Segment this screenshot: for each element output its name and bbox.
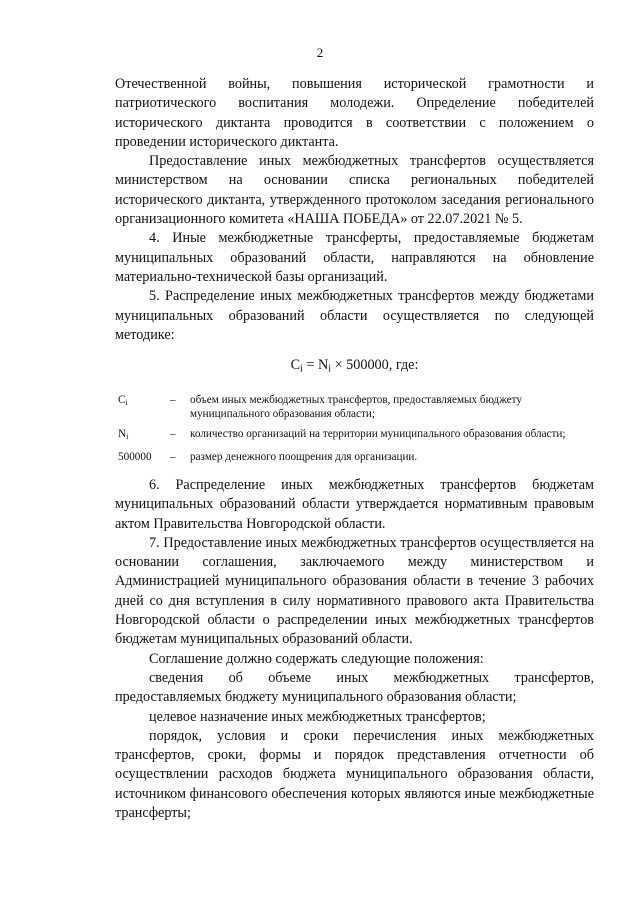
formula-rhs: × 500000, где: [331, 357, 419, 373]
paragraph-agreement-intro: Соглашение должно содержать следующие положения: [149, 650, 484, 667]
definition-row [118, 427, 598, 444]
definition-text: объем иных межбюджетных трансфертов, предоставляемых бюджету муниципального образования области; [190, 394, 522, 420]
paragraph-item-7: 7. Предоставление иных межбюджетных трансфертов осуществляется на основании соглашения, заключаемого между министерством и Администрацией муниципального образования области в течение 3 рабочих дней со дня вступления в силу нормативного правового акта Правительства Новгородской области о распределении иных межбюджетных трансфертов бюджетам муниципальных образований области. [115, 534, 594, 648]
paragraph-agreement-procedure: порядок, условия и сроки перечисления иных межбюджетных трансфертов, сроки, формы и порядок представления отчетности об осуществлении расходов бюджета муниципального образования области, источником финансового обеспечения которых являются иные межбюджетные трансферты; [115, 727, 594, 822]
text-block-top [115, 75, 594, 345]
definition-symbol: 500000 [118, 451, 152, 464]
paragraph-agreement-volume: сведения об объеме иных межбюджетных трансфертов, предоставляемых бюджету муниципального образования области; [115, 669, 594, 706]
paragraph-item-6: 6. Распределение иных межбюджетных трансфертов бюджетам муниципальных образований области утверждается нормативным правовым актом Правительства Новгородской области. [115, 477, 594, 532]
definition-dash: – [170, 428, 176, 440]
definition-symbol: $C_i$ [118, 394, 128, 408]
definition-text: размер денежного поощрения для организации. [190, 451, 418, 464]
page-number: 2 [316, 45, 324, 60]
paragraph-continuation: Отечественной войны, повышения исторической грамотности и патриотического воспитания молодежи. Определение победителей исторического диктанта проводится в соответствии с положением о проведении исторического диктанта. [115, 76, 594, 150]
formula-definitions [118, 393, 598, 473]
definition-dash: – [170, 451, 176, 464]
paragraph-provision: Предоставление иных межбюджетных трансфертов осуществляется министерством на основании списка региональных победителей исторического диктанта, утвержденного протоколом заседания регионального организационного комитета «НАША ПОБЕДА» от 22.07.2021 № 5. [115, 153, 594, 228]
definition-dash: – [170, 394, 176, 406]
definition-row [118, 393, 598, 421]
formula-lhs-sub: i [300, 363, 303, 375]
definition-text: количество организаций на территории муниципального образования области; [190, 428, 566, 440]
formula-lhs: C [290, 357, 301, 373]
paragraph-agreement-purpose: целевое назначение иных межбюджетных трансфертов; [149, 708, 486, 725]
definition-symbol: $N_i$ [118, 428, 129, 442]
formula [115, 357, 594, 375]
formula-n-sub: i [328, 363, 332, 375]
paragraph-item-5: 5. Распределение иных межбюджетных трансфертов между бюджетами муниципальных образований области осуществляется по следующей методике: [115, 288, 594, 343]
formula-eq: = N [302, 357, 329, 373]
definition-row [118, 450, 598, 467]
text-block-bottom [115, 476, 594, 823]
paragraph-item-4: 4. Иные межбюджетные трансферты, предоставляемые бюджетам муниципальных образований области, направляются на обновление материально-технической базы организаций. [115, 230, 594, 285]
